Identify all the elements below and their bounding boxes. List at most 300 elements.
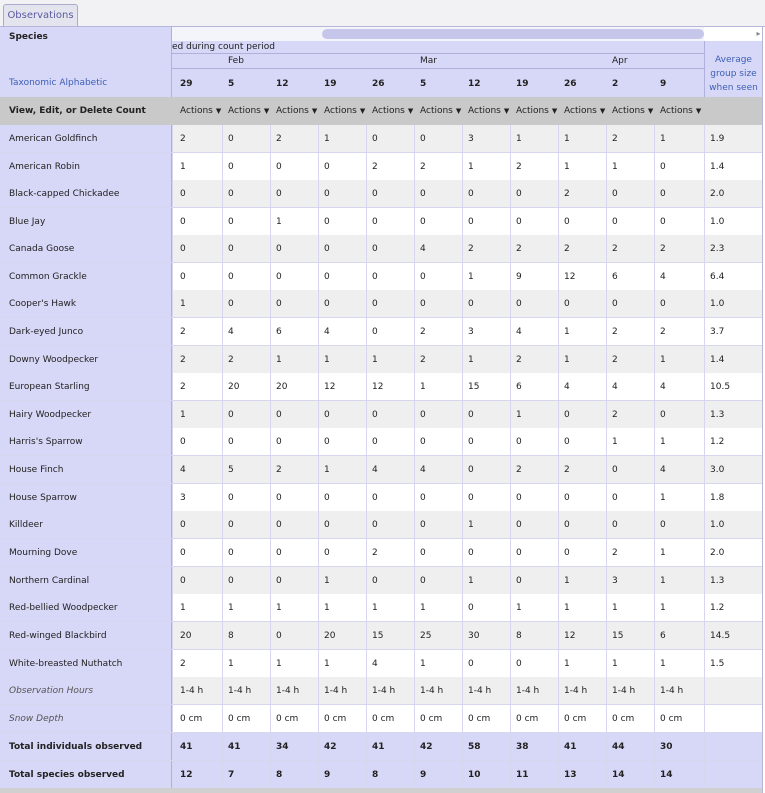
count-cell: 0 <box>324 162 330 172</box>
count-cell: 1 <box>276 659 282 669</box>
column-divider <box>414 263 415 290</box>
column-divider <box>606 539 607 566</box>
actions-dropdown-label: Actions <box>516 106 549 116</box>
column-divider <box>414 125 415 152</box>
column-divider <box>414 484 415 511</box>
count-cell: 2 <box>516 162 522 172</box>
column-divider <box>366 761 367 788</box>
count-cell: 1 <box>660 548 666 558</box>
count-cell: 4 <box>228 327 234 337</box>
count-cell: 0 <box>276 189 282 199</box>
tab-observations[interactable]: Observations <box>3 4 78 27</box>
tab-bar <box>0 0 765 27</box>
count-cell: 9 <box>324 770 331 780</box>
species-name: American Robin <box>0 153 172 180</box>
column-divider <box>510 235 511 262</box>
column-divider <box>462 484 463 511</box>
column-divider <box>606 511 607 538</box>
count-cell: 0 <box>276 437 282 447</box>
average-cell: 1.2 <box>710 603 725 613</box>
column-divider <box>558 263 559 290</box>
column-divider <box>172 511 173 538</box>
total-species-row <box>0 761 762 789</box>
table-row <box>0 484 762 512</box>
column-divider <box>654 290 655 317</box>
column-divider <box>704 705 705 732</box>
column-divider <box>318 125 319 152</box>
scrollbar-thumb[interactable] <box>322 29 704 39</box>
snow-depth-row <box>0 705 762 733</box>
count-cell: 1 <box>660 603 666 613</box>
column-divider <box>558 539 559 566</box>
column-divider <box>366 235 367 262</box>
day-label: 5 <box>228 79 235 89</box>
column-divider <box>704 318 705 345</box>
count-cell: 4 <box>612 382 618 392</box>
column-divider <box>606 125 607 152</box>
column-divider <box>270 567 271 594</box>
column-divider <box>222 650 223 677</box>
table-row <box>0 373 762 401</box>
sort-taxonomic-alphabetic-link[interactable]: Taxonomic Alphabetic <box>9 78 108 88</box>
count-cell: 12 <box>324 382 336 392</box>
column-divider <box>414 290 415 317</box>
count-cell: 0 <box>276 548 282 558</box>
count-cell: 1 <box>516 134 522 144</box>
species-name: Observation Hours <box>0 677 172 704</box>
row-background <box>172 650 762 677</box>
species-name: Downy Woodpecker <box>0 346 172 373</box>
caret-down-icon: ▼ <box>455 107 462 115</box>
column-divider <box>654 235 655 262</box>
column-divider <box>270 153 271 180</box>
day-header-row <box>172 69 704 97</box>
count-cell: 0 <box>372 576 378 586</box>
count-cell: 20 <box>324 631 336 641</box>
count-cell: 0 <box>372 217 378 227</box>
row-background <box>172 761 762 788</box>
count-cell: 30 <box>468 631 480 641</box>
month-label: Feb <box>228 56 244 66</box>
column-divider <box>510 428 511 455</box>
count-cell: 1-4 h <box>420 686 444 696</box>
count-cell: 4 <box>180 465 186 475</box>
count-cell: 0 <box>420 189 426 199</box>
count-cell: 2 <box>420 162 426 172</box>
column-divider <box>704 208 705 235</box>
count-cell: 15 <box>612 631 624 641</box>
column-divider <box>318 318 319 345</box>
table-row <box>0 180 762 208</box>
row-background <box>172 622 762 649</box>
count-cell: 2 <box>180 134 186 144</box>
column-divider <box>704 622 705 649</box>
column-divider <box>172 622 173 649</box>
column-divider <box>222 677 223 704</box>
count-cell: 0 <box>420 548 426 558</box>
column-divider <box>558 318 559 345</box>
count-cell: 0 <box>468 493 474 503</box>
count-cell: 1-4 h <box>324 686 348 696</box>
count-cell: 0 cm <box>180 714 203 724</box>
average-group-size-header[interactable] <box>704 41 762 97</box>
count-cell: 0 <box>660 410 666 420</box>
scroll-right-icon[interactable]: ▸ <box>756 29 761 38</box>
column-divider <box>558 235 559 262</box>
species-name: European Starling <box>0 373 172 400</box>
column-divider <box>318 428 319 455</box>
column-divider <box>318 622 319 649</box>
actions-dropdown-label: Actions <box>660 106 693 116</box>
column-divider <box>270 456 271 483</box>
count-cell: 4 <box>420 465 426 475</box>
count-cell: 0 <box>420 272 426 282</box>
column-divider <box>704 346 705 373</box>
column-divider <box>606 567 607 594</box>
count-cell: 42 <box>420 742 433 752</box>
column-divider <box>558 650 559 677</box>
count-cell: 1 <box>468 272 474 282</box>
count-cell: 1 <box>564 162 570 172</box>
column-divider <box>270 733 271 760</box>
caret-down-icon: ▼ <box>311 107 318 115</box>
count-cell: 14 <box>660 770 673 780</box>
table-row <box>0 125 762 153</box>
day-label: 19 <box>324 79 337 89</box>
count-cell: 4 <box>660 272 666 282</box>
count-period-label: ed during count period <box>172 42 275 52</box>
average-cell: 14.5 <box>710 631 731 641</box>
count-cell: 15 <box>372 631 384 641</box>
column-divider <box>366 567 367 594</box>
species-name: Canada Goose <box>0 235 172 262</box>
count-cell: 2 <box>612 134 618 144</box>
count-cell: 0 <box>180 189 186 199</box>
column-divider <box>606 594 607 621</box>
row-background <box>172 208 762 235</box>
species-name: Red-winged Blackbird <box>0 622 172 649</box>
count-cell: 0 <box>324 272 330 282</box>
count-cell: 0 <box>228 493 234 503</box>
column-divider <box>558 208 559 235</box>
column-divider <box>366 318 367 345</box>
count-cell: 8 <box>276 770 283 780</box>
column-divider <box>558 290 559 317</box>
count-cell: 0 <box>660 299 666 309</box>
row-background <box>172 401 762 428</box>
column-divider <box>510 705 511 732</box>
actions-row <box>0 97 762 125</box>
column-divider <box>318 677 319 704</box>
column-divider <box>318 263 319 290</box>
column-divider <box>270 428 271 455</box>
column-divider <box>222 153 223 180</box>
count-cell: 0 <box>420 134 426 144</box>
column-divider <box>510 511 511 538</box>
column-divider <box>414 761 415 788</box>
column-divider <box>366 263 367 290</box>
column-divider <box>318 733 319 760</box>
count-cell: 0 <box>276 162 282 172</box>
column-divider <box>222 263 223 290</box>
table-row <box>0 511 762 539</box>
count-cell: 1 <box>468 355 474 365</box>
count-cell: 2 <box>180 382 186 392</box>
actions-dropdown-button[interactable] <box>612 106 653 116</box>
count-cell: 1 <box>324 465 330 475</box>
column-divider <box>172 484 173 511</box>
count-cell: 1 <box>612 437 618 447</box>
column-divider <box>462 208 463 235</box>
column-divider <box>558 733 559 760</box>
row-background <box>172 511 762 538</box>
actions-dropdown-button[interactable] <box>468 106 509 116</box>
actions-dropdown-button[interactable] <box>228 106 269 116</box>
column-divider <box>318 761 319 788</box>
caret-down-icon: ▼ <box>359 107 366 115</box>
count-cell: 0 <box>276 410 282 420</box>
count-cell: 20 <box>276 382 288 392</box>
column-divider <box>654 263 655 290</box>
count-cell: 12 <box>180 770 193 780</box>
average-cell: 1.0 <box>710 299 725 309</box>
row-background <box>172 346 762 373</box>
count-cell: 0 <box>420 299 426 309</box>
count-cell: 1 <box>468 520 474 530</box>
count-cell: 1 <box>420 603 426 613</box>
count-cell: 0 <box>276 299 282 309</box>
actions-dropdown-button[interactable] <box>372 106 413 116</box>
column-divider <box>654 153 655 180</box>
column-divider <box>606 733 607 760</box>
count-cell: 1 <box>180 299 186 309</box>
count-cell: 0 <box>372 493 378 503</box>
count-cell: 0 <box>180 548 186 558</box>
column-divider <box>172 125 173 152</box>
count-cell: 0 <box>516 548 522 558</box>
count-cell: 0 <box>420 217 426 227</box>
caret-down-icon: ▼ <box>407 107 414 115</box>
count-cell: 0 <box>516 576 522 586</box>
column-divider <box>318 180 319 207</box>
column-divider <box>366 539 367 566</box>
column-divider <box>462 263 463 290</box>
horizontal-scrollbar[interactable] <box>172 27 704 41</box>
column-divider <box>414 153 415 180</box>
column-divider <box>318 208 319 235</box>
species-name: Total individuals observed <box>0 733 172 760</box>
column-divider <box>366 208 367 235</box>
table-row <box>0 153 762 181</box>
row-background <box>172 318 762 345</box>
caret-down-icon: ▼ <box>695 107 702 115</box>
actions-dropdown-button[interactable] <box>180 106 221 116</box>
column-divider <box>558 401 559 428</box>
count-cell: 2 <box>516 355 522 365</box>
column-divider <box>704 428 705 455</box>
column-divider <box>172 401 173 428</box>
actions-dropdown-button[interactable] <box>420 106 461 116</box>
column-divider <box>366 456 367 483</box>
count-cell: 15 <box>468 382 480 392</box>
column-divider <box>704 484 705 511</box>
column-divider <box>318 235 319 262</box>
row-background <box>172 594 762 621</box>
species-name: House Finch <box>0 456 172 483</box>
table-row <box>0 622 762 650</box>
count-cell: 1-4 h <box>516 686 540 696</box>
count-cell: 0 <box>564 493 570 503</box>
count-cell: 4 <box>660 465 666 475</box>
actions-dropdown-button[interactable] <box>564 106 605 116</box>
actions-dropdown-label: Actions <box>276 106 309 116</box>
count-cell: 0 <box>516 217 522 227</box>
column-divider <box>366 705 367 732</box>
column-divider <box>606 346 607 373</box>
count-cell: 0 <box>324 520 330 530</box>
count-cell: 1 <box>564 659 570 669</box>
column-divider <box>606 761 607 788</box>
day-label: 12 <box>276 79 289 89</box>
count-cell: 0 <box>180 217 186 227</box>
actions-dropdown-button[interactable] <box>324 106 365 116</box>
column-divider <box>654 511 655 538</box>
column-divider <box>222 539 223 566</box>
count-cell: 1 <box>564 327 570 337</box>
count-cell: 0 <box>228 548 234 558</box>
table-row <box>0 208 762 236</box>
species-name: Mourning Dove <box>0 539 172 566</box>
count-cell: 1 <box>612 659 618 669</box>
average-cell: 2.0 <box>710 548 725 558</box>
column-divider <box>510 456 511 483</box>
table-row <box>0 263 762 291</box>
column-divider <box>366 125 367 152</box>
column-divider <box>606 290 607 317</box>
count-cell: 2 <box>180 355 186 365</box>
count-cell: 3 <box>468 327 474 337</box>
table-row <box>0 318 762 346</box>
column-divider <box>462 346 463 373</box>
table-row <box>0 650 762 678</box>
count-cell: 1 <box>660 659 666 669</box>
count-cell: 1 <box>564 603 570 613</box>
actions-dropdown-label: Actions <box>420 106 453 116</box>
column-divider <box>318 650 319 677</box>
count-cell: 1 <box>180 162 186 172</box>
count-cell: 0 <box>276 520 282 530</box>
count-cell: 0 <box>228 162 234 172</box>
count-cell: 2 <box>516 465 522 475</box>
column-divider <box>654 373 655 400</box>
count-cell: 0 <box>516 189 522 199</box>
actions-dropdown-button[interactable] <box>660 106 701 116</box>
column-divider <box>172 346 173 373</box>
column-divider <box>606 705 607 732</box>
table-row <box>0 539 762 567</box>
count-cell: 1 <box>468 576 474 586</box>
column-divider <box>270 761 271 788</box>
table-row <box>0 401 762 429</box>
species-column-title: Species <box>9 32 48 42</box>
count-cell: 1-4 h <box>372 686 396 696</box>
count-cell: 2 <box>180 327 186 337</box>
count-cell: 13 <box>564 770 577 780</box>
average-cell: 1.3 <box>710 576 725 586</box>
row-background <box>172 153 762 180</box>
species-name: Cooper's Hawk <box>0 290 172 317</box>
column-divider <box>558 511 559 538</box>
column-divider <box>222 346 223 373</box>
column-divider <box>462 761 463 788</box>
count-cell: 2 <box>372 162 378 172</box>
actions-dropdown-button[interactable] <box>516 106 557 116</box>
count-cell: 0 <box>612 520 618 530</box>
column-divider <box>318 567 319 594</box>
table-row <box>0 567 762 595</box>
count-cell: 2 <box>276 134 282 144</box>
species-name: American Goldfinch <box>0 125 172 152</box>
column-divider <box>414 511 415 538</box>
column-divider <box>510 622 511 649</box>
column-divider <box>318 346 319 373</box>
actions-dropdown-button[interactable] <box>276 106 317 116</box>
count-cell: 0 <box>660 520 666 530</box>
row-background <box>172 290 762 317</box>
column-divider <box>318 373 319 400</box>
count-cell: 0 <box>372 437 378 447</box>
column-divider <box>414 428 415 455</box>
average-cell: 1.8 <box>710 493 725 503</box>
column-divider <box>704 180 705 207</box>
average-cell: 1.4 <box>710 355 725 365</box>
count-cell: 1 <box>180 410 186 420</box>
column-divider <box>172 290 173 317</box>
column-divider <box>318 539 319 566</box>
column-divider <box>270 401 271 428</box>
species-name: Black-capped Chickadee <box>0 180 172 207</box>
count-cell: 0 cm <box>468 714 491 724</box>
actions-dropdown-label: Actions <box>324 106 357 116</box>
column-divider <box>172 650 173 677</box>
column-divider <box>172 180 173 207</box>
column-divider <box>606 318 607 345</box>
count-cell: 0 <box>564 217 570 227</box>
count-cell: 0 <box>372 134 378 144</box>
column-divider <box>654 401 655 428</box>
column-divider <box>172 318 173 345</box>
count-cell: 1 <box>564 134 570 144</box>
caret-down-icon: ▼ <box>647 107 654 115</box>
column-divider <box>270 650 271 677</box>
actions-dropdown-label: Actions <box>564 106 597 116</box>
column-divider <box>606 622 607 649</box>
count-cell: 0 <box>468 548 474 558</box>
count-cell: 0 <box>660 162 666 172</box>
column-divider <box>366 428 367 455</box>
count-cell: 1-4 h <box>228 686 252 696</box>
column-divider <box>366 346 367 373</box>
count-cell: 6 <box>276 327 282 337</box>
column-divider <box>510 208 511 235</box>
count-cell: 1 <box>180 603 186 613</box>
count-cell: 1 <box>276 355 282 365</box>
count-cell: 2 <box>180 659 186 669</box>
column-divider <box>414 373 415 400</box>
count-cell: 1 <box>420 382 426 392</box>
count-cell: 44 <box>612 742 625 752</box>
column-divider <box>558 484 559 511</box>
